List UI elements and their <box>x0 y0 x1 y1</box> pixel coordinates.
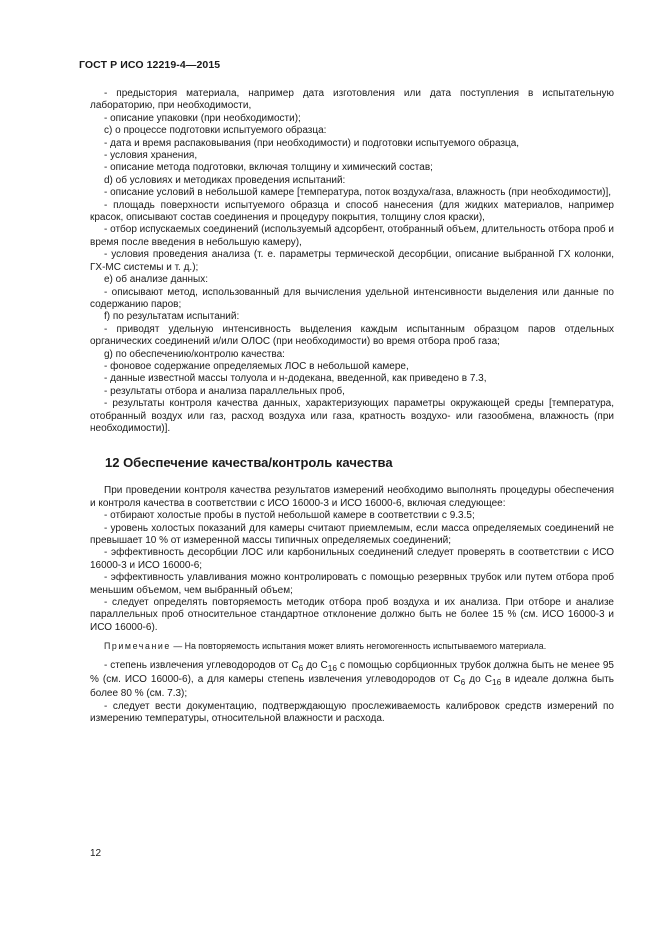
paragraph: - площадь поверхности испытуемого образца и способ нанесения (для жидких материалов, например красок, описывают состав соединения и процедуру покрытия, толщину слоя краски), <box>90 199 614 224</box>
paragraph: f) по результатам испытаний: <box>104 311 240 323</box>
document-header: ГОСТ Р ИСО 12219-4—2015 <box>79 59 221 71</box>
paragraph: - предыстория материала, например дата изготовления или дата поступления в испытательную лабораторию, при необходимости, <box>90 88 614 112</box>
report-items-list <box>90 88 614 435</box>
paragraph: - эффективность улавливания можно контролировать с помощью резервных трубок или путем отбора проб меньшим объемом, чем выбранный объем; <box>90 572 614 596</box>
subscript: 16 <box>327 662 337 673</box>
paragraph: - описание метода подготовки, включая толщину и химический состав; <box>104 162 433 174</box>
section-heading: 12 Обеспечение качества/контроль качества <box>105 455 393 471</box>
note-label: Примечание <box>104 641 171 652</box>
subscript: 6 <box>298 662 304 673</box>
paragraph: e) об анализе данных: <box>104 274 209 286</box>
subscript: 16 <box>491 677 502 688</box>
note <box>90 640 614 652</box>
text-run: с помощью сорбционных трубок должна быть не менее 95 % (см. ИСО 16000-6), а для камеры степень извлечения углеводородов от C <box>90 659 614 686</box>
paragraph: - дата и время распаковывания (при необходимости) и подготовки испытуемого образца, <box>104 137 520 149</box>
paragraph: - условия хранения, <box>104 150 198 162</box>
paragraph: - приводят удельную интенсивность выделения каждым испытанным образцом паров отдельных органических соединений и/или ОЛОС (при необходимости) во время отбора проб газа; <box>90 323 614 348</box>
paragraph: c) о процессе подготовки испытуемого образца: <box>104 125 327 137</box>
recovery-paragraph <box>90 660 614 701</box>
paragraph: - данные известной массы толуола и н-додекана, введенной, как приведено в 7.3, <box>104 373 487 385</box>
paragraph: - описывают метод, использованный для вычисления удельной интенсивности выделения или данные по содержанию паров; <box>90 286 614 310</box>
paragraph: - эффективность десорбции ЛОС или карбонильных соединений следует проверять в соответствии с ИСО 16000-3 и ИСО 16000-6; <box>90 547 614 571</box>
paragraph: - следует вести документацию, подтверждающую прослеживаемость калибровок средств измерений по измерению температуры, относительной влажности и расхода. <box>90 700 614 725</box>
paragraph: - условия проведения анализа (т. е. параметры термической десорбции, описание выбранной ГХ колонки, ГХ-МС системы и т. д.); <box>90 249 614 273</box>
note-text: — На повторяемость испытания может влиять негомогенность испытываемого материала. <box>170 641 547 652</box>
paragraph: - фоновое содержание определяемых ЛОС в небольшой камере, <box>104 360 409 372</box>
paragraph: - отбор испускаемых соединений (используемый адсорбент, отобранный объем, длительность отбора проб и время после введения в небольшую камеру), <box>90 224 614 248</box>
text-run: до C <box>303 659 328 671</box>
page-body <box>90 88 614 726</box>
paragraph: - следует определять повторяемость методик отбора проб воздуха и их анализа. При отборе и анализе параллельных проб относительное стандартное отклонение должно быть не более 15 % (см. ИСО 16000-3 и ИСО 16000-6). <box>90 597 614 633</box>
page-number: 12 <box>90 848 102 859</box>
text-run: до C <box>465 674 492 686</box>
paragraph: - описание упаковки (при необходимости); <box>104 112 301 124</box>
paragraph: - результаты контроля качества данных, характеризующих параметры окружающей среды [температура, отобранный воздух или газ, расход воздуха или газа, кратность воздухо- или газообмена, влажность (при необходимости)]. <box>90 398 614 434</box>
subscript: 6 <box>460 677 466 688</box>
paragraph: - уровень холостых показаний для камеры считают приемлемым, если масса определяемых соединений не превышает 10 % от измеренной массы типичных определяемых соединений; <box>90 522 614 546</box>
text-run: в идеале должна быть более 80 % (см. 7.3); <box>90 674 614 700</box>
text-run: - степень извлечения углеводородов от C <box>104 659 299 671</box>
paragraph: - отбирают холостые пробы в пустой небольшой камере в соответствии с 9.3.5; <box>104 510 475 522</box>
paragraph: - результаты отбора и анализа параллельных проб, <box>104 385 345 397</box>
paragraph: d) об условиях и методиках проведения испытаний: <box>104 174 346 186</box>
paragraph: При проведении контроля качества результатов измерений необходимо выполнять процедуры обеспечения и контроля качества в соответствии с ИСО 16000-3 и ИСО 16000-6, включая следующее: <box>90 485 614 509</box>
paragraph: - описание условий в небольшой камере [температура, поток воздуха/газа, влажность (при необходимости)], <box>104 187 612 199</box>
paragraph: g) по обеспечению/контролю качества: <box>104 348 285 360</box>
qa-requirements-list <box>90 485 614 634</box>
